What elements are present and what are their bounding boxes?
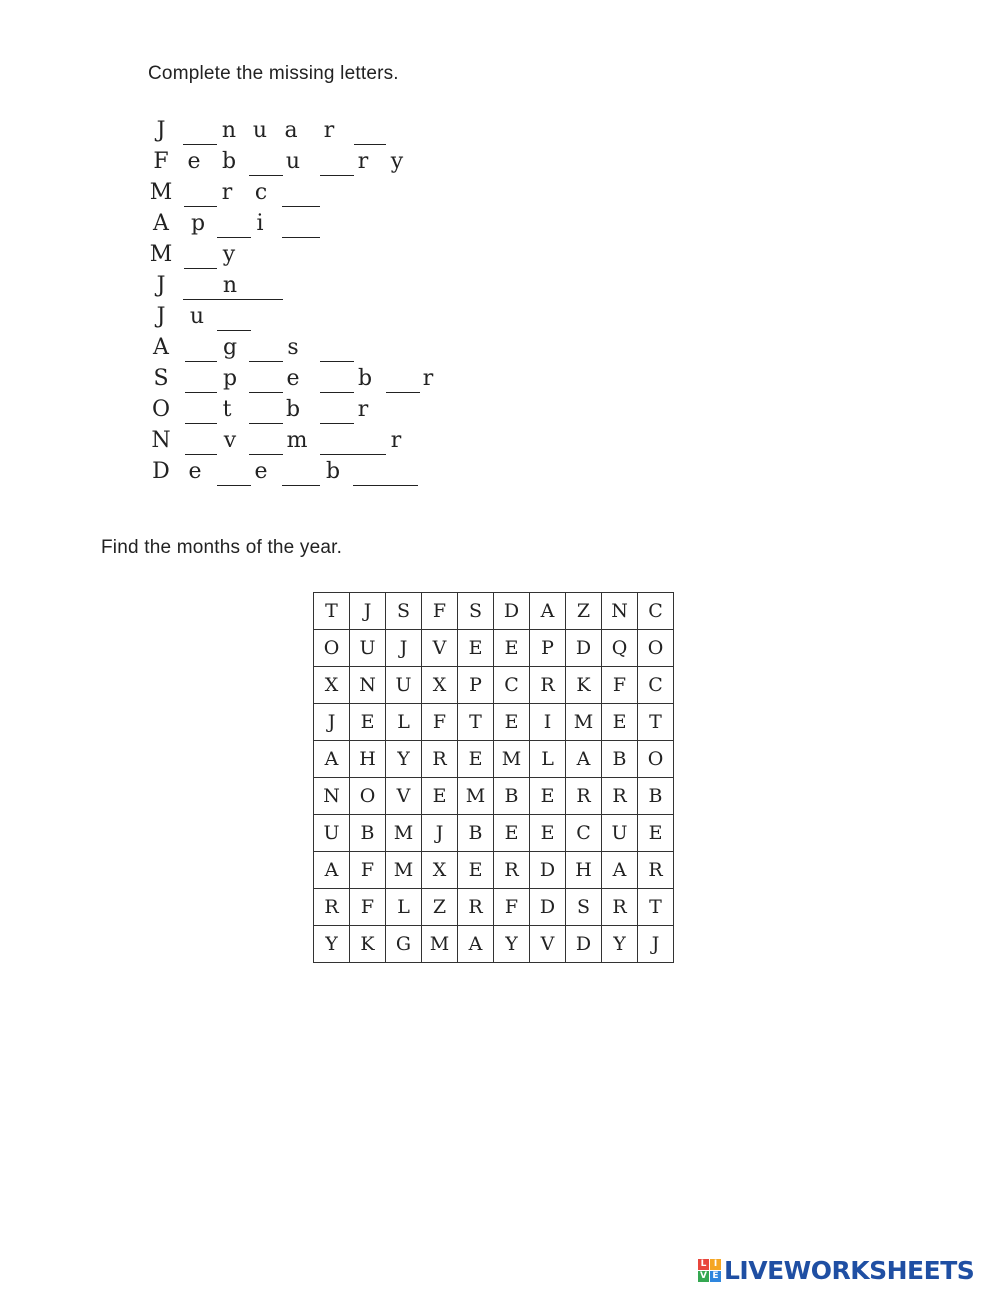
grid-cell[interactable]: M: [494, 741, 530, 778]
grid-cell[interactable]: R: [458, 889, 494, 926]
grid-cell[interactable]: J: [314, 704, 350, 741]
given-letter: g: [222, 335, 238, 360]
letter-blank[interactable]: [386, 392, 420, 393]
given-letter: t: [222, 397, 232, 422]
grid-cell[interactable]: C: [566, 815, 602, 852]
given-letter: M: [149, 242, 173, 267]
letter-blank[interactable]: [217, 237, 251, 238]
grid-cell[interactable]: Z: [566, 593, 602, 630]
given-letter: J: [156, 273, 166, 298]
grid-cell[interactable]: R: [566, 778, 602, 815]
grid-cell[interactable]: A: [566, 741, 602, 778]
grid-cell[interactable]: K: [566, 667, 602, 704]
given-letter: n: [222, 273, 238, 298]
given-letter: e: [254, 459, 268, 484]
grid-cell[interactable]: S: [386, 593, 422, 630]
grid-cell[interactable]: J: [350, 593, 386, 630]
grid-cell[interactable]: C: [638, 667, 674, 704]
letter-blank[interactable]: [249, 454, 283, 455]
grid-cell[interactable]: E: [458, 630, 494, 667]
grid-cell[interactable]: Z: [422, 889, 458, 926]
logo-block: E: [710, 1271, 721, 1282]
given-letter: e: [286, 366, 300, 391]
grid-cell[interactable]: M: [458, 778, 494, 815]
grid-cell[interactable]: F: [602, 667, 638, 704]
logo-block: I: [710, 1259, 721, 1270]
letter-blank[interactable]: [282, 485, 320, 486]
grid-row: [314, 593, 674, 630]
grid-cell[interactable]: B: [638, 778, 674, 815]
grid-cell[interactable]: Y: [386, 741, 422, 778]
given-letter: b: [357, 366, 373, 391]
grid-cell[interactable]: L: [386, 889, 422, 926]
given-letter: y: [222, 242, 236, 267]
given-letter: D: [152, 459, 170, 484]
grid-cell[interactable]: M: [422, 926, 458, 963]
given-letter: b: [285, 397, 301, 422]
grid-row: [314, 667, 674, 704]
grid-row: [314, 704, 674, 741]
grid-cell[interactable]: R: [602, 889, 638, 926]
given-letter: b: [221, 149, 237, 174]
given-letter: r: [422, 366, 434, 391]
grid-cell[interactable]: U: [602, 815, 638, 852]
grid-row: [314, 741, 674, 778]
grid-row: [314, 815, 674, 852]
letter-blank[interactable]: [184, 206, 217, 207]
letter-blank[interactable]: [354, 144, 386, 145]
grid-cell[interactable]: B: [602, 741, 638, 778]
given-letter: n: [221, 118, 237, 143]
grid-cell[interactable]: B: [458, 815, 494, 852]
logo-block: L: [698, 1259, 709, 1270]
grid-cell[interactable]: D: [566, 630, 602, 667]
grid-cell[interactable]: M: [386, 815, 422, 852]
grid-cell[interactable]: V: [530, 926, 566, 963]
given-letter: e: [187, 149, 201, 174]
letter-blank[interactable]: [217, 485, 251, 486]
grid-cell[interactable]: R: [602, 778, 638, 815]
logo-block: V: [698, 1271, 709, 1282]
grid-row: [314, 778, 674, 815]
grid-cell[interactable]: B: [494, 778, 530, 815]
grid-cell[interactable]: E: [422, 778, 458, 815]
given-letter: O: [151, 397, 171, 422]
grid-cell[interactable]: H: [350, 741, 386, 778]
letter-blank[interactable]: [249, 392, 283, 393]
given-letter: S: [153, 366, 169, 391]
given-letter: v: [223, 428, 237, 453]
letter-blank[interactable]: [249, 175, 283, 176]
given-letter: r: [221, 180, 233, 205]
given-letter: a: [284, 118, 298, 143]
grid-cell[interactable]: F: [350, 889, 386, 926]
grid-cell[interactable]: E: [530, 778, 566, 815]
given-letter: r: [390, 428, 402, 453]
grid-cell[interactable]: R: [494, 852, 530, 889]
grid-cell[interactable]: E: [638, 815, 674, 852]
given-letter: b: [325, 459, 341, 484]
letter-blank[interactable]: [249, 361, 283, 362]
grid-cell[interactable]: N: [350, 667, 386, 704]
grid-cell[interactable]: M: [566, 704, 602, 741]
letter-blank[interactable]: [185, 361, 217, 362]
grid-cell[interactable]: R: [530, 667, 566, 704]
grid-cell[interactable]: L: [386, 704, 422, 741]
grid-cell[interactable]: E: [494, 704, 530, 741]
given-letter: u: [285, 149, 301, 174]
given-letter: J: [156, 118, 166, 143]
letter-blank[interactable]: [185, 454, 217, 455]
grid-cell[interactable]: F: [422, 593, 458, 630]
grid-row: [314, 852, 674, 889]
grid-cell[interactable]: A: [314, 852, 350, 889]
grid-cell[interactable]: F: [494, 889, 530, 926]
given-letter: u: [252, 118, 268, 143]
grid-cell[interactable]: U: [386, 667, 422, 704]
grid-cell[interactable]: G: [386, 926, 422, 963]
letter-blank[interactable]: [217, 330, 251, 331]
given-letter: r: [357, 397, 369, 422]
grid-cell[interactable]: P: [458, 667, 494, 704]
given-letter: A: [153, 211, 169, 236]
grid-cell[interactable]: O: [314, 630, 350, 667]
grid-cell[interactable]: J: [638, 926, 674, 963]
grid-cell[interactable]: D: [530, 852, 566, 889]
given-letter: r: [357, 149, 369, 174]
letter-blank[interactable]: [320, 175, 354, 176]
grid-cell[interactable]: I: [530, 704, 566, 741]
letter-blank[interactable]: [185, 392, 217, 393]
grid-cell[interactable]: E: [494, 815, 530, 852]
grid-cell[interactable]: E: [350, 704, 386, 741]
grid-cell[interactable]: X: [314, 667, 350, 704]
grid-cell[interactable]: U: [314, 815, 350, 852]
grid-cell[interactable]: V: [386, 778, 422, 815]
grid-cell[interactable]: V: [422, 630, 458, 667]
grid-cell[interactable]: E: [458, 852, 494, 889]
letter-blank[interactable]: [320, 392, 354, 393]
grid-cell[interactable]: A: [314, 741, 350, 778]
grid-cell[interactable]: E: [458, 741, 494, 778]
grid-cell[interactable]: O: [638, 741, 674, 778]
given-letter: u: [189, 304, 205, 329]
grid-cell[interactable]: M: [386, 852, 422, 889]
grid-cell[interactable]: O: [350, 778, 386, 815]
letter-blank[interactable]: [320, 361, 354, 362]
grid-cell[interactable]: U: [350, 630, 386, 667]
logo-blocks: [698, 1259, 721, 1282]
given-letter: e: [188, 459, 202, 484]
given-letter: N: [151, 428, 171, 453]
grid-cell[interactable]: Y: [602, 926, 638, 963]
letter-blank[interactable]: [320, 423, 354, 424]
given-letter: s: [287, 335, 299, 360]
given-letter: F: [153, 149, 169, 174]
grid-cell[interactable]: J: [422, 815, 458, 852]
grid-cell[interactable]: L: [530, 741, 566, 778]
grid-cell[interactable]: T: [638, 889, 674, 926]
grid-cell[interactable]: C: [638, 593, 674, 630]
given-letter: A: [153, 335, 169, 360]
letter-blank[interactable]: [185, 423, 217, 424]
letter-blank[interactable]: [353, 485, 418, 486]
grid-row: [314, 889, 674, 926]
grid-cell[interactable]: E: [530, 815, 566, 852]
grid-cell[interactable]: F: [350, 852, 386, 889]
grid-cell[interactable]: X: [422, 852, 458, 889]
grid-cell[interactable]: E: [602, 704, 638, 741]
letter-blank[interactable]: [249, 423, 283, 424]
letter-blank[interactable]: [282, 237, 320, 238]
grid-cell[interactable]: X: [422, 667, 458, 704]
word-search-instruction: Find the months of the year.: [101, 537, 343, 558]
grid-cell[interactable]: Y: [494, 926, 530, 963]
grid-cell[interactable]: R: [422, 741, 458, 778]
given-letter: M: [149, 180, 173, 205]
grid-cell[interactable]: D: [530, 889, 566, 926]
grid-cell[interactable]: P: [530, 630, 566, 667]
grid-cell[interactable]: R: [314, 889, 350, 926]
grid-cell[interactable]: N: [602, 593, 638, 630]
grid-cell[interactable]: D: [566, 926, 602, 963]
given-letter: p: [222, 366, 238, 391]
grid-cell[interactable]: F: [422, 704, 458, 741]
grid-cell[interactable]: A: [458, 926, 494, 963]
grid-cell[interactable]: A: [602, 852, 638, 889]
letter-blank[interactable]: [184, 268, 217, 269]
grid-cell[interactable]: N: [314, 778, 350, 815]
grid-cell[interactable]: S: [566, 889, 602, 926]
given-letter: J: [156, 304, 166, 329]
grid-cell[interactable]: K: [350, 926, 386, 963]
given-letter: m: [286, 428, 308, 453]
letter-blank[interactable]: [320, 454, 386, 455]
given-letter: i: [256, 211, 264, 236]
fill-in-instruction: Complete the missing letters.: [148, 63, 399, 84]
letter-blank[interactable]: [282, 206, 320, 207]
brand-name: LIVEWORKSHEETS: [724, 1255, 975, 1285]
grid-cell[interactable]: D: [494, 593, 530, 630]
grid-cell[interactable]: H: [566, 852, 602, 889]
grid-cell[interactable]: C: [494, 667, 530, 704]
grid-cell[interactable]: R: [638, 852, 674, 889]
grid-cell[interactable]: Q: [602, 630, 638, 667]
grid-cell[interactable]: E: [494, 630, 530, 667]
grid-cell[interactable]: T: [314, 593, 350, 630]
grid-cell[interactable]: T: [458, 704, 494, 741]
grid-cell[interactable]: T: [638, 704, 674, 741]
given-letter: c: [254, 180, 268, 205]
grid-cell[interactable]: S: [458, 593, 494, 630]
grid-cell[interactable]: O: [638, 630, 674, 667]
grid-cell[interactable]: B: [350, 815, 386, 852]
given-letter: p: [190, 211, 206, 236]
given-letter: y: [390, 149, 404, 174]
grid-cell[interactable]: Y: [314, 926, 350, 963]
grid-cell[interactable]: J: [386, 630, 422, 667]
grid-row: [314, 926, 674, 963]
liveworksheets-logo: [698, 1255, 974, 1285]
word-search-grid: [313, 592, 674, 963]
grid-row: [314, 630, 674, 667]
letter-blank[interactable]: [183, 144, 217, 145]
given-letter: r: [323, 118, 335, 143]
grid-cell[interactable]: A: [530, 593, 566, 630]
